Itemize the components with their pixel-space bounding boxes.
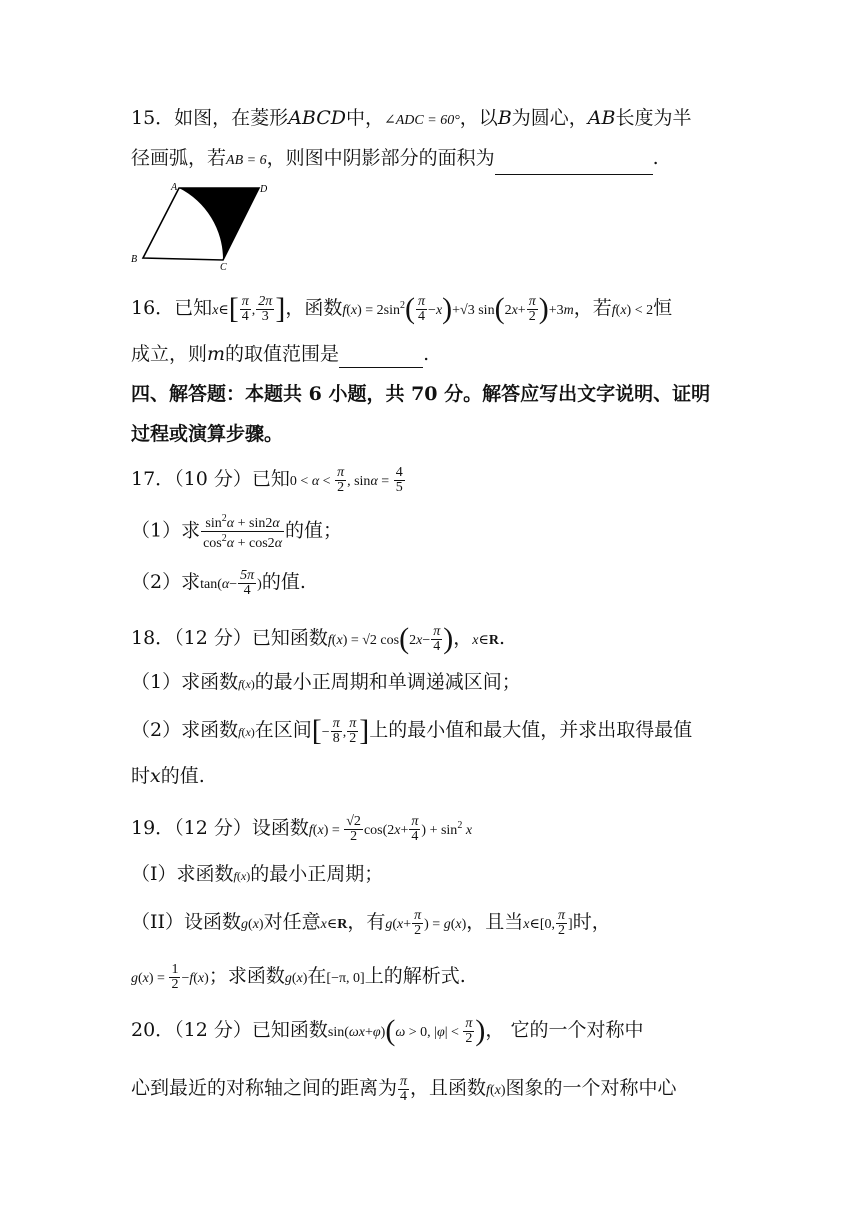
q18-part-2b: 时x的值. xyxy=(131,765,205,787)
q19-part-2: （II）设函数g(x)对任意x∈R，有g(x+ $\frac{\pi}{2}$ ) = g(x)，且当x∈[0, $\frac{\pi}{2}$ ]时， xyxy=(131,907,611,938)
section-heading-2: 过程或演算步骤。 xyxy=(131,423,284,445)
q19-part-2b: g(x) = $\frac{1}{2}$ −f(x)；求函数g(x)在[−π, 0]上的解析式. xyxy=(131,961,466,992)
answer-blank-15 xyxy=(495,154,653,175)
q15-line-2: 径画弧，若AB = 6，则图中阴影部分的面积为 . xyxy=(131,144,659,175)
q19-part-1: （I）求函数f(x)的最小正周期； xyxy=(131,863,384,885)
q17-part-1: （1）求 $\frac{\sin^2\alpha + \sin 2\alpha}{\cos^2\alpha + \cos 2\alpha}$ 的值； xyxy=(131,513,343,551)
q18-part-2: （2）求函数f(x)在区间[− $\frac{\pi}{8}$ , $\frac{\pi}{2}$ ]上的最小值和最大值，并求出取得最值 xyxy=(131,714,693,747)
label-d: D xyxy=(260,184,268,195)
q15-line-1: 15．如图，在菱形ABCD中，∠ADC = 60°，以B为圆心，AB长度为半 xyxy=(131,107,692,129)
rhombus-figure xyxy=(128,180,278,272)
q20-head: 20．（12 分）已知函数sin(ωx+φ)(ω > 0, |φ| < $\frac{\pi}{2}$ )， 它的一个对称中 xyxy=(131,1014,644,1047)
shaded-region xyxy=(179,188,259,260)
q17-part-2: （2）求tan(α− $\frac{5\pi}{4}$ )的值. xyxy=(131,567,306,598)
q17-head: 17．（10 分）已知0 < α < $\frac{\pi}{2}$ , sinα = $\frac{4}{5}$ xyxy=(131,464,403,495)
rhombus-name: ABCD xyxy=(288,107,346,129)
q20-line-2: 心到最近的对称轴之间的距离为 $\frac{\pi}{4}$ ，且函数f(x)图象的一个对称中心 xyxy=(131,1073,677,1104)
label-c: C xyxy=(220,262,227,272)
label-b: B xyxy=(131,254,138,265)
q18-part-1: （1）求函数f(x)的最小正周期和单调递减区间； xyxy=(131,671,521,693)
q19-head: 19．（12 分）设函数f(x) = $\frac{√2}{2}$ cos(2x+ $\frac{\pi}{4}$ ) + $\sin^2 x$ xyxy=(131,813,473,844)
label-a: A xyxy=(171,182,178,193)
angle-adc: ∠ADC = 60° xyxy=(384,113,460,128)
answer-blank-16 xyxy=(339,347,423,368)
section-heading-1: 四、解答题：本题共 6 小题，共 70 分。解答应写出文字说明、证明 xyxy=(131,383,711,405)
q16-line-2: 成立，则m的取值范围是 . xyxy=(131,340,429,368)
q16-line-1: 16．已知x∈[ $\frac{\pi}{4}$ , $\frac{2\pi}{3}$ ]，函数$f(x) = 2\sin^2$( $\frac{\pi}{4}$ −x)+√3 sin(2x+ $\frac{\pi}{2}$ )+3m，若f(x) < 2恒 xyxy=(131,292,673,325)
q18-head: 18．（12 分）已知函数f(x) = √2 cos(2x− $\frac{\pi}{4}$ )，x∈R. xyxy=(131,622,506,655)
